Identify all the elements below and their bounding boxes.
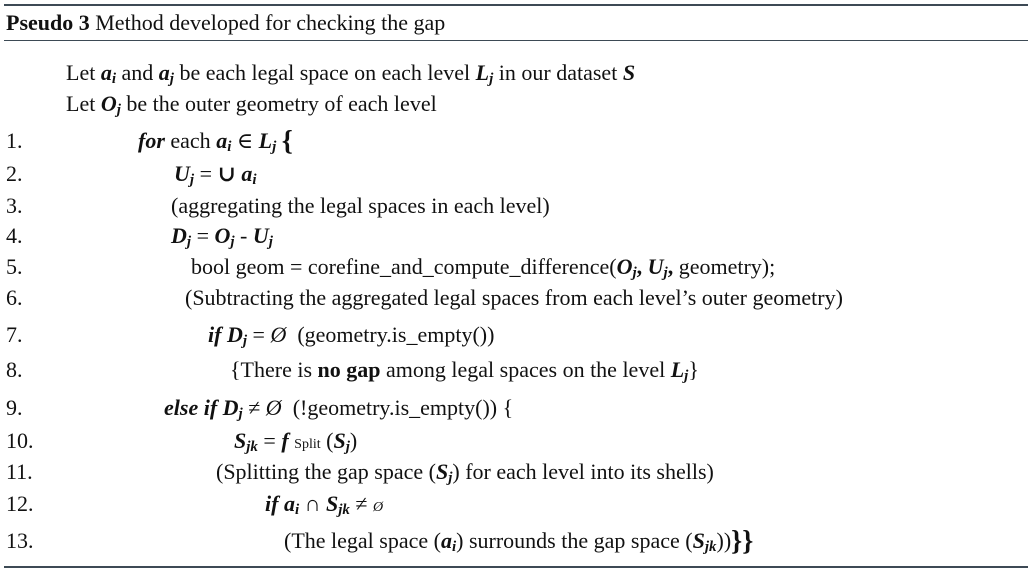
line-number: 7. bbox=[6, 322, 23, 347]
line-number: 9. bbox=[6, 395, 23, 420]
line-number: 4. bbox=[6, 223, 23, 248]
caption bbox=[6, 11, 445, 35]
line-number: 8. bbox=[6, 357, 23, 382]
line-number: 12. bbox=[6, 491, 34, 516]
line-number: 13. bbox=[6, 528, 34, 553]
line-number: 6. bbox=[6, 285, 23, 310]
caption-label: Pseudo 3 bbox=[6, 10, 90, 35]
line-number: 10. bbox=[6, 428, 34, 453]
line-number: 1. bbox=[6, 128, 23, 153]
bottom-rule bbox=[4, 566, 1028, 568]
top-rule bbox=[4, 4, 1028, 6]
line-number: 5. bbox=[6, 254, 23, 279]
caption-title: Method developed for checking the gap bbox=[95, 10, 446, 35]
header-rule bbox=[4, 40, 1028, 41]
line-number: 2. bbox=[6, 161, 23, 186]
line-number: 11. bbox=[6, 459, 33, 484]
line-number: 3. bbox=[6, 193, 23, 218]
